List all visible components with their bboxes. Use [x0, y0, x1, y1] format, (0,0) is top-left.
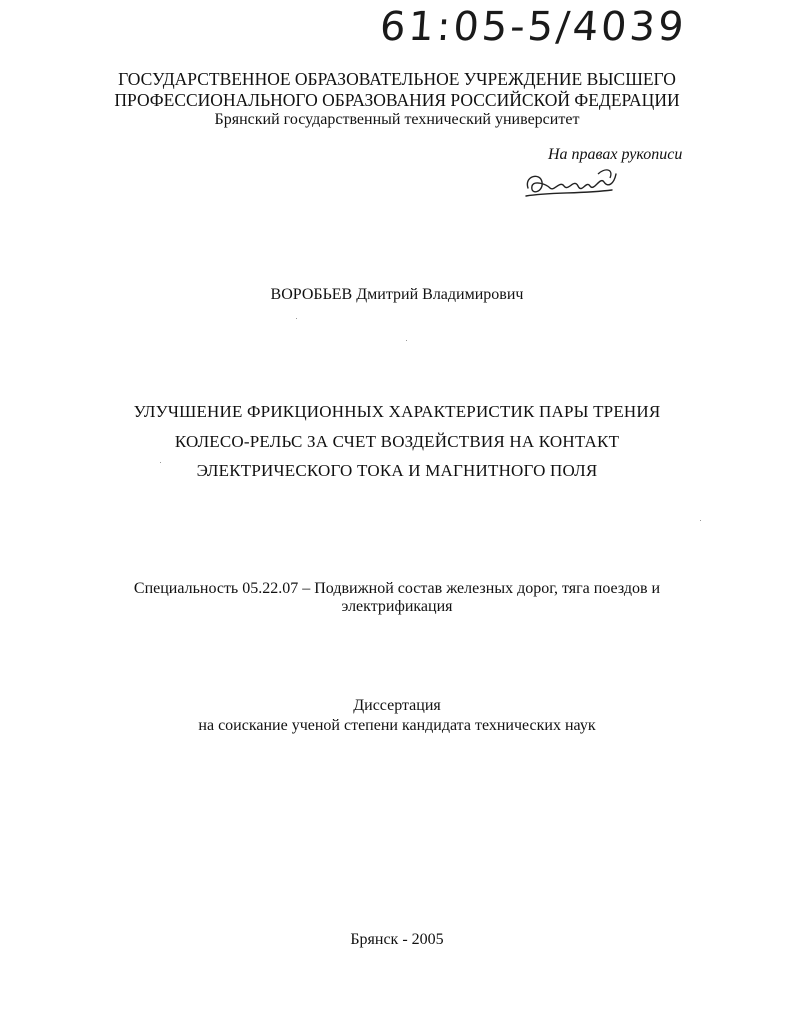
scan-speck [406, 340, 407, 341]
scan-speck [700, 520, 701, 521]
dissertation-title-line: УЛУЧШЕНИЕ ФРИКЦИОННЫХ ХАРАКТЕРИСТИК ПАРЫ ТРЕНИЯ [133, 402, 661, 421]
university-name: Брянский государственный технический университет [214, 111, 580, 128]
dissertation-title-line: ЭЛЕКТРИЧЕСКОГО ТОКА И МАГНИТНОГО ПОЛЯ [196, 461, 598, 480]
author-signature [520, 166, 620, 202]
rights-note: На правах рукописи [548, 146, 683, 163]
archive-code: 61:05-5/4039 [378, 4, 689, 50]
org-line-2: ПРОФЕССИОНАЛЬНОГО ОБРАЗОВАНИЯ РОССИЙСКОЙ ФЕДЕРАЦИИ [114, 90, 680, 110]
city-year: Брянск - 2005 [350, 931, 444, 948]
dissertation-title-line: КОЛЕСО-РЕЛЬС ЗА СЧЕТ ВОЗДЕЙСТВИЯ НА КОНТАКТ [174, 432, 620, 451]
scan-speck [296, 318, 297, 319]
specialty-line-2: электрификация [341, 598, 453, 615]
org-line-1: ГОСУДАРСТВЕННОЕ ОБРАЗОВАТЕЛЬНОЕ УЧРЕЖДЕНИЕ ВЫСШЕГО [118, 69, 676, 89]
document-type: Диссертация [353, 697, 441, 714]
degree-sought: на соискание ученой степени кандидата технических наук [198, 717, 596, 734]
scan-speck [160, 462, 161, 463]
specialty-line-1: Специальность 05.22.07 – Подвижной состав железных дорог, тяга поездов и [133, 580, 661, 597]
author-name: ВОРОБЬЕВ Дмитрий Владимирович [270, 286, 524, 303]
